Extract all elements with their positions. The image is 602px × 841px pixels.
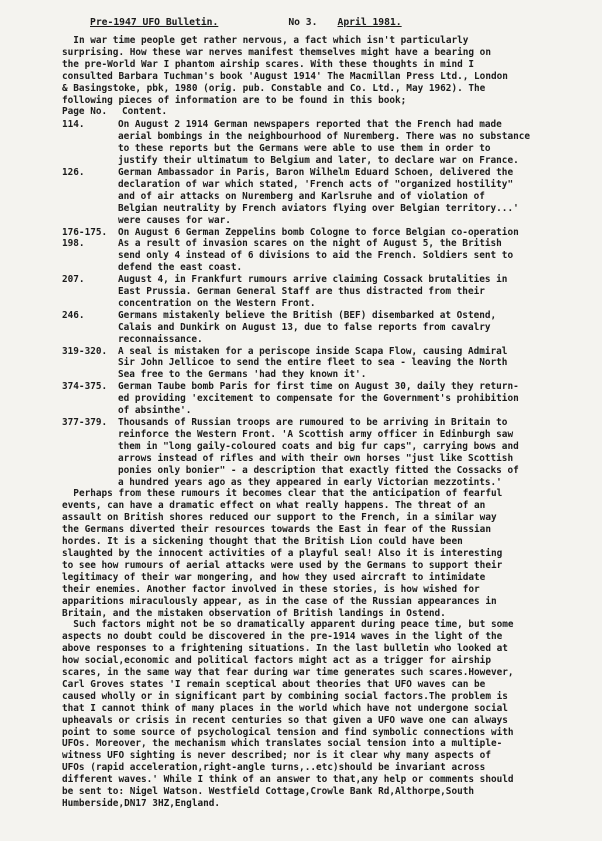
entry-text: On August 2 1914 German newspapers reported that the French had made aerial bombings in the neighbourhood of Nuremberg. There was no substance to these reports but the Germans were able to use them in order to justify their ultimatum to Belgium and later, to declare war on France. xyxy=(118,119,531,167)
entry-page: 114. xyxy=(62,119,85,131)
entry-page: 374-375. xyxy=(62,381,108,393)
entry-page: 126. xyxy=(62,166,85,178)
entry-text: German Ambassador in Paris, Baron Wilhelm Eduard Schoen, delivered the declaration of war which stated, 'French acts of "organized hostility" and of air attacks on Nuremberg and Karlsruhe and of violation of Belgian neutrality by French aviators flying over Belgian territory...' were causes for war. xyxy=(118,166,519,226)
reference-entry xyxy=(62,417,594,488)
entry-text: Thousands of Russian troops are rumoured to be arriving in Britain to reinforce the Western Front. 'A Scottish army officer in Edinburgh saw them in "long gaily-coloured coats and big fur caps", carrying bows and arrows instead of rifles and with their own horses "just like Scottish ponies only bonier" - a description that exactly fitted the Cossacks of a hundred years ago as they appeared in early Victorian mezzotints.' xyxy=(118,417,519,488)
entry-text: Germans mistakenly believe the British (BEF) disembarked at Ostend, Calais and Dunkirk on August 13, due to false reports from cavalry reconnaissance. xyxy=(118,309,497,345)
issue-number: No 3. xyxy=(288,17,318,28)
entry-text: German Taube bomb Paris for first time on August 30, daily they return- ed providing 'excitement to compensate for the Government's prohibition of absinthe'. xyxy=(118,381,519,417)
entry-text: On August 6 German Zeppelins bomb Cologne to force Belgian co-operation xyxy=(118,226,519,238)
entry-text: August 4, in Frankfurt rumours arrive claiming Cossack brutalities in East Prussia. German General Staff are thus distracted from their concentration on the Western Front. xyxy=(118,274,508,309)
reference-entry xyxy=(62,381,594,417)
entry-page: 246. xyxy=(62,309,85,321)
entry-page: 377-379. xyxy=(62,417,108,428)
entry-page: 207. xyxy=(62,274,85,286)
issue-date: April 1981. xyxy=(337,17,402,28)
reference-entry xyxy=(62,119,594,167)
reference-entry xyxy=(62,227,594,239)
bulletin-header xyxy=(62,16,594,29)
reference-entry xyxy=(62,238,594,274)
reference-entry xyxy=(62,167,594,227)
reference-entry xyxy=(62,274,594,310)
bulletin-title: Pre-1947 UFO Bulletin. xyxy=(90,17,219,28)
discussion-paragraph-1: Perhaps from these rumours it becomes clear that the anticipation of fearful events, can have a dramatic effect on what really happens. The threat of an assault on British shores reduced our support to the French, in a similar way the Germans diverted their resources towards the East in fear of the Russian hordes. It is a sickening thought that the British Lion could have been slaughted by the innocent activities of a playful seal! Also it is interesting to see how rumours of aerial attacks were used by the Germans to support their legitimacy of their war mongering, and how they used aircraft to intimidate their enemies. Another factor involved in these stories, is how wished for apparitions miraculously appear, as in the case of the Russian appearances in Britain, and the mistaken observation of British landings in Ostend. xyxy=(62,488,503,619)
entry-page: 319-320. xyxy=(62,345,108,357)
entry-text: A seal is mistaken for a periscope inside Scapa Flow, causing Admiral Sir John Jellicoe to send the entire fleet to sea - leaving the North Sea free to the Germans 'had they known it'. xyxy=(118,345,508,381)
reference-entry xyxy=(62,346,594,382)
reference-entry xyxy=(62,310,594,346)
discussion-paragraph-2: Such factors might not be so dramatically apparent during peace time, but some aspects no doubt could be discovered in the pre-1914 waves in the light of the above responses to a frightening situations. In the last bulletin who looked at how social,economic and political factors might act as a trigger for airship scares, in the same way that fear during war time generates such scares.However, Carl Groves states 'I remain sceptical about theories that UFO waves can be caused wholly or in significant part by combining social factors.The problem is that I cannot think of many places in the world which have not undergone social upheavals or crisis in recent centuries so that given a UFO wave one can always point to some source of psychological tension and find symbolic connections with UFOs. Moreover, the mechanism which translates social tension into a multiple- witness UFO sighting is never described; nor is it clear why many aspects of UFOs (rapid acceleration,right-angle turns,..etc)should be invariant across different waves.' While I think of an answer to that,any help or comments should be sent to: Nigel Watson. Westfield Cottage,Crowle Bank Rd,Althorpe,South Humberside,DN17 3HZ,England. xyxy=(62,619,514,809)
reference-list xyxy=(62,119,594,488)
column-headings xyxy=(62,106,594,118)
content-column-heading: Content. xyxy=(122,106,168,118)
entry-page: 176-175. xyxy=(62,226,108,238)
intro-paragraph: In war time people get rather nervous, a fact which isn't particularly surprising. How these war nerves manifest themselves might have a bearing on the pre-World War I phantom airship scares. With these thoughts in mind I consulted Barbara Tuchman's book 'August 1914' The Macmillan Press Ltd., London & Basingstoke, pbk, 1980 (orig. pub. Constable and Co. Ltd., May 1962). The following pieces of information are to be found in this book; xyxy=(62,35,508,106)
entry-text: As a result of invasion scares on the night of August 5, the British send only 4 instead of 6 divisions to aid the French. Soldiers sent to defend the east coast. xyxy=(118,238,514,274)
entry-page: 198. xyxy=(62,238,85,250)
page-column-heading: Page No. xyxy=(62,106,108,118)
